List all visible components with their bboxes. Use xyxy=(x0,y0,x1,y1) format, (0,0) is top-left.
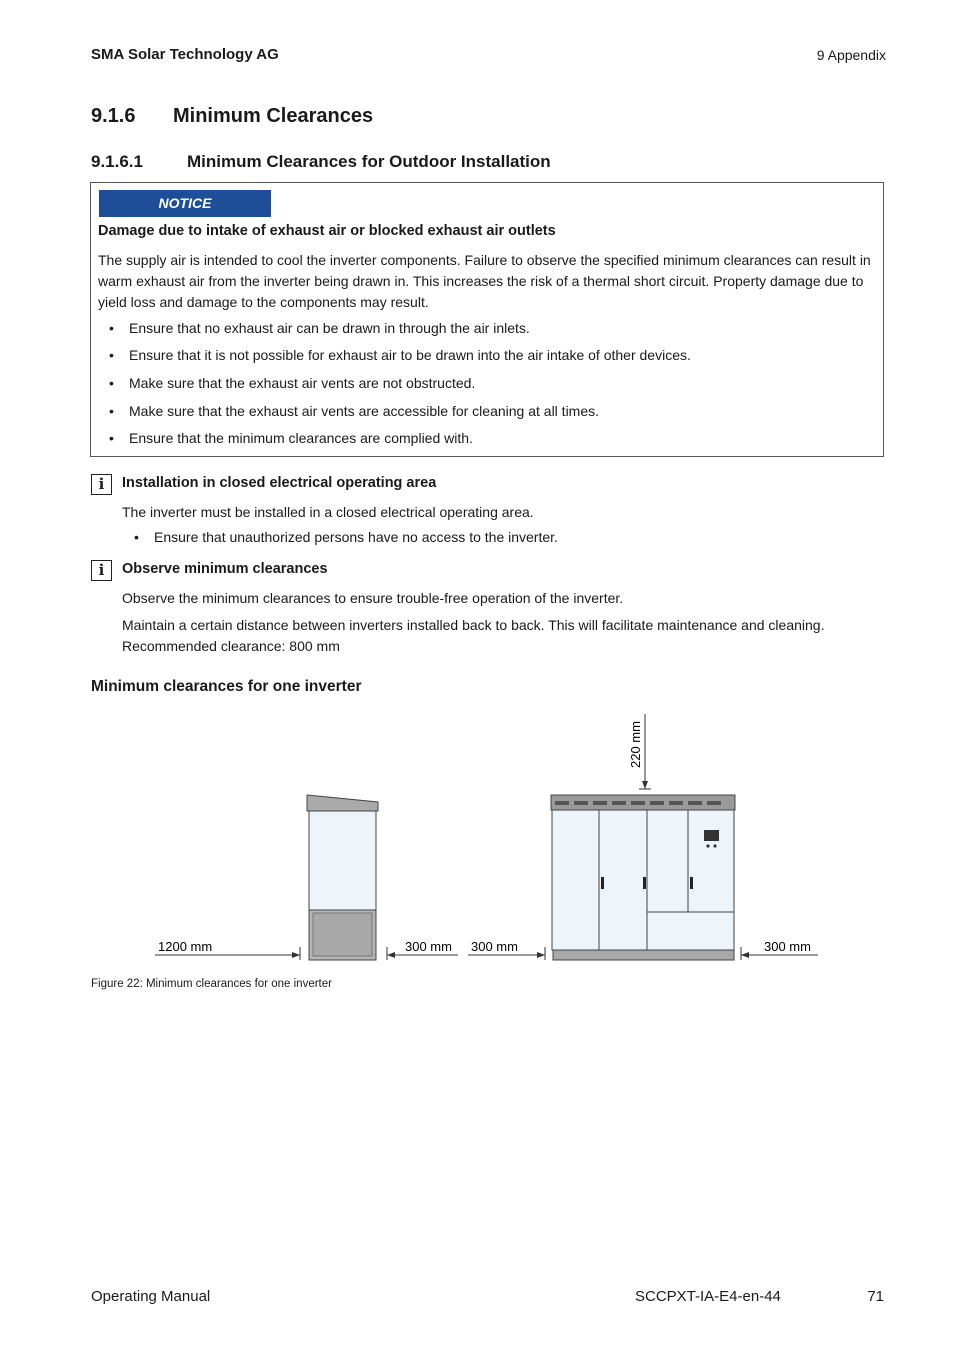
info-bullet: • Ensure that unauthorized persons have no access to the inverter. xyxy=(134,529,558,545)
notice-bullet-text: Ensure that no exhaust air can be drawn in through the air inlets. xyxy=(129,320,530,336)
inverter-front-view xyxy=(551,795,735,960)
info-title: Installation in closed electrical operating area xyxy=(122,475,437,491)
dim-top: 220 mm xyxy=(628,721,643,768)
notice-bullet-text: Ensure that the minimum clearances are complied with. xyxy=(129,430,473,446)
info-bullet-text: Ensure that unauthorized persons have no access to the inverter. xyxy=(154,529,558,545)
inverter-side-view xyxy=(307,795,378,960)
info-title: Observe minimum clearances xyxy=(122,561,328,577)
notice-bullet-text: Make sure that the exhaust air vents are accessible for cleaning at all times. xyxy=(129,403,600,419)
info-text: The inverter must be installed in a closed electrical operating area. xyxy=(122,504,534,520)
figure-heading: Minimum clearances for one inverter xyxy=(91,678,362,695)
header-section: 9 Appendix xyxy=(816,47,886,63)
section-title: Minimum Clearances xyxy=(173,105,374,127)
notice-bullet: • Make sure that the exhaust air vents are not obstructed. xyxy=(109,375,476,391)
subsection-title: Minimum Clearances for Outdoor Installation xyxy=(187,152,551,171)
side-dimensions xyxy=(155,939,458,960)
dim-right-side: 300 mm xyxy=(405,939,452,954)
footer-doc-code: SCCPXT-IA-E4-en-44 xyxy=(635,1288,781,1305)
notice-bullet-text: Ensure that it is not possible for exhaust air to be drawn into the air intake of other devices. xyxy=(129,347,691,363)
notice-badge: NOTICE xyxy=(99,190,271,217)
notice-bullet: • Make sure that the exhaust air vents are accessible for cleaning at all times. xyxy=(109,403,600,419)
clearance-figure xyxy=(0,700,954,970)
info-icon: i xyxy=(91,474,112,495)
subsection-number: 9.1.6.1 xyxy=(91,152,143,171)
header-company: SMA Solar Technology AG xyxy=(91,46,279,63)
section-heading xyxy=(91,105,373,128)
info-icon: i xyxy=(91,560,112,581)
subsection-heading xyxy=(91,152,551,172)
section-number: 9.1.6 xyxy=(91,105,136,127)
info-text: Observe the minimum clearances to ensure trouble-free operation of the inverter. xyxy=(122,590,624,606)
info-text: Maintain a certain distance between inverters installed back to back. This will facilitate maintenance and cleaning. Recommended clearance: 800 mm xyxy=(122,617,825,654)
dim-front-left: 300 mm xyxy=(471,939,518,954)
figure-caption: Figure 22: Minimum clearances for one inverter xyxy=(91,978,332,990)
footer-title: Operating Manual xyxy=(91,1288,211,1305)
notice-text: The supply air is intended to cool the inverter components. Failure to observe the specified minimum clearances can result in warm exhaust air from the inverter being drawn in. This increases the risk of a thermal short circuit. Property damage due to yield loss and damage to the components may result. xyxy=(98,252,871,310)
notice-bullet: • Ensure that the minimum clearances are complied with. xyxy=(109,430,473,446)
notice-title: Damage due to intake of exhaust air or blocked exhaust air outlets xyxy=(98,223,556,239)
notice-bullet-text: Make sure that the exhaust air vents are not obstructed. xyxy=(129,375,476,391)
dim-left-side: 1200 mm xyxy=(158,939,213,954)
dim-front-right: 300 mm xyxy=(764,939,811,954)
page-number: 71 xyxy=(867,1288,884,1305)
notice-bullet: • Ensure that no exhaust air can be drawn in through the air inlets. xyxy=(109,320,530,336)
notice-bullet: • Ensure that it is not possible for exhaust air to be drawn into the air intake of other devices. xyxy=(109,347,691,363)
